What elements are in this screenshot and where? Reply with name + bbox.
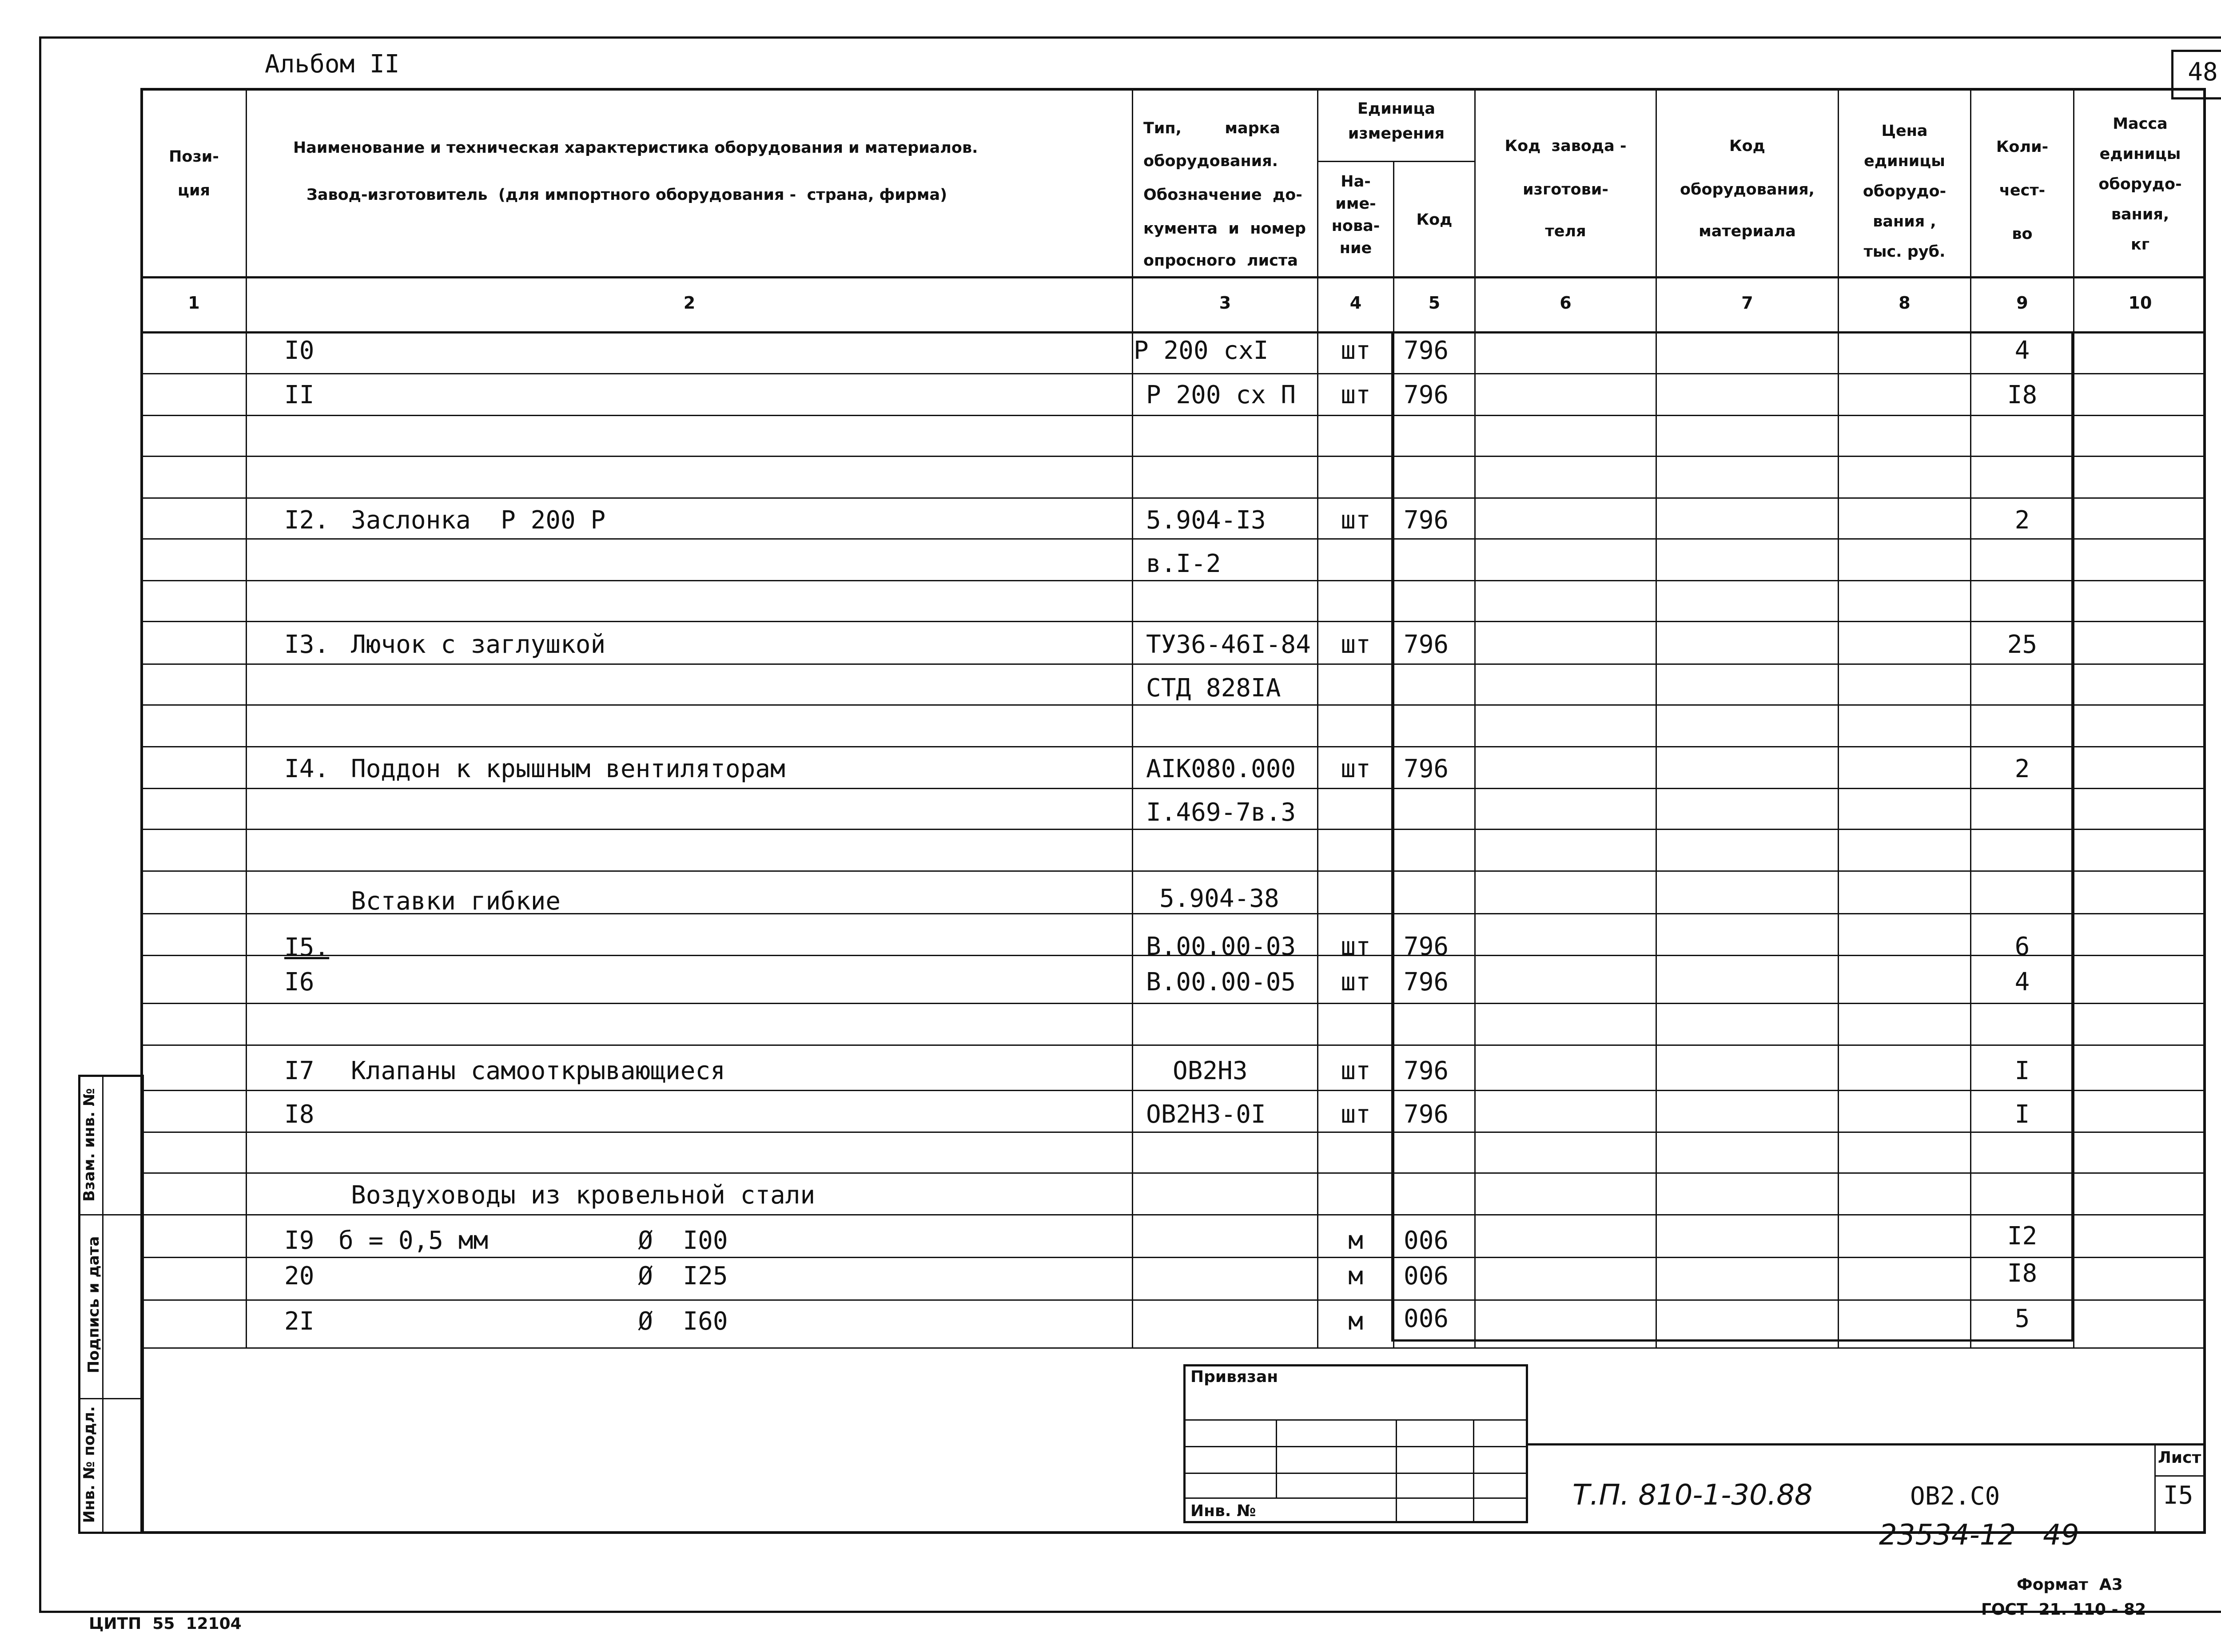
colnum-2: 2 bbox=[683, 293, 696, 313]
citp-label: ЦИТП 55 12104 bbox=[89, 1615, 242, 1633]
side-label-inv: Инв. № подл. bbox=[80, 1406, 98, 1523]
row-qty: 4 bbox=[2014, 336, 2030, 365]
row-type: ОВ2Н3 bbox=[1173, 1056, 1248, 1085]
row-line bbox=[140, 704, 2206, 706]
row-code: 796 bbox=[1404, 932, 1449, 961]
header-col10-b: единицы bbox=[2099, 145, 2181, 163]
row-line bbox=[140, 415, 2206, 416]
page-number: 48 bbox=[2188, 58, 2218, 87]
header-unit-b: измерения bbox=[1348, 125, 1445, 143]
row-unit: шт bbox=[1341, 968, 1371, 997]
header-col8-d: вания , bbox=[1873, 213, 1936, 230]
row-name: Заслонка Р 200 Р bbox=[351, 506, 606, 535]
row-name: Ø I25 bbox=[338, 1262, 728, 1291]
row-qty: 25 bbox=[2007, 630, 2038, 659]
row-line bbox=[140, 1257, 2206, 1258]
sheet-box-line bbox=[2154, 1475, 2206, 1477]
bold-col-line-5 bbox=[1391, 331, 1394, 1341]
colnum-8: 8 bbox=[1899, 293, 1911, 313]
row-qty: 4 bbox=[2014, 968, 2030, 997]
row-name: Вставки гибкие bbox=[351, 887, 561, 916]
colnum-3: 3 bbox=[1219, 293, 1231, 313]
row-unit: шт bbox=[1341, 932, 1371, 961]
unit-group-line bbox=[1317, 161, 1474, 162]
header-col9-a: Коли- bbox=[1996, 138, 2049, 156]
header-col3-d: кумента и номер bbox=[1143, 220, 1306, 238]
row-qty: 6 bbox=[2014, 932, 2030, 961]
header-col4-d: ние bbox=[1339, 239, 1372, 257]
header-col7-a: Код bbox=[1729, 137, 1765, 155]
header-col2-b: Завод-изготовитель (для импортного оборудования - страна, фирма) bbox=[306, 186, 947, 204]
header-col9-b: чест- bbox=[1999, 182, 2046, 199]
row-type: 5.904-38 bbox=[1159, 884, 1279, 913]
row-code: 796 bbox=[1404, 1100, 1449, 1129]
header-col1-b: ция bbox=[178, 182, 210, 199]
row-line bbox=[140, 1044, 2206, 1046]
colnum-1: 1 bbox=[188, 293, 200, 313]
header-col1-a: Пози- bbox=[169, 148, 219, 166]
row-line bbox=[140, 1090, 2206, 1091]
header-col4-b: име- bbox=[1335, 195, 1376, 213]
header-col3-c: Обозначение до- bbox=[1143, 186, 1302, 204]
row-unit: шт bbox=[1341, 336, 1371, 365]
row-qty: I8 bbox=[2007, 1259, 2038, 1288]
row-qty: 2 bbox=[2014, 506, 2030, 535]
row-line bbox=[140, 456, 2206, 457]
row-code: 796 bbox=[1404, 506, 1449, 535]
title-block-top bbox=[1528, 1443, 2206, 1446]
row-pos: I6 bbox=[284, 968, 314, 997]
row-unit: шт bbox=[1341, 1056, 1371, 1085]
row-type: 5.904-I3 bbox=[1146, 506, 1266, 535]
row-code: 796 bbox=[1404, 755, 1449, 783]
header-col3-e: опросного листа bbox=[1143, 252, 1298, 270]
header-col2-a: Наименование и техническая характеристика оборудования и материалов. bbox=[293, 139, 978, 157]
privyazan-line bbox=[1183, 1473, 1528, 1474]
header-col6-a: Код завода - bbox=[1505, 137, 1627, 155]
row-type: в.I-2 bbox=[1146, 549, 1221, 578]
row-type: Р 200 сх П bbox=[1146, 381, 1296, 409]
row-pos: I8 bbox=[284, 1100, 314, 1129]
row-line bbox=[140, 1214, 2206, 1215]
row-type: В.00.00-05 bbox=[1146, 968, 1296, 997]
header-col3-b: оборудования. bbox=[1143, 152, 1278, 170]
inv-no-label: Инв. № bbox=[1190, 1502, 1256, 1520]
row-code: 006 bbox=[1404, 1262, 1449, 1291]
row-code: 796 bbox=[1404, 1056, 1449, 1085]
row-unit: шт bbox=[1341, 755, 1371, 783]
privyazan-line bbox=[1183, 1419, 1528, 1421]
project-number: Т.П. 810-1-30.88 bbox=[1572, 1479, 1813, 1512]
row-line bbox=[140, 788, 2206, 789]
header-col4-a: На- bbox=[1341, 173, 1371, 191]
privyazan-line bbox=[1183, 1446, 1528, 1447]
bold-col-line-9 bbox=[2071, 331, 2074, 1341]
colnum-bottom-line bbox=[140, 331, 2206, 334]
row-code: 006 bbox=[1404, 1304, 1449, 1333]
row-unit: шт bbox=[1341, 506, 1371, 535]
data-bottom-line bbox=[1391, 1339, 2074, 1342]
privyazan-vline bbox=[1276, 1419, 1277, 1497]
row-pos: I9 bbox=[284, 1226, 314, 1255]
row-pos: I2. bbox=[284, 506, 330, 535]
header-col10-a: Масса bbox=[2113, 115, 2168, 133]
table-bottom-line bbox=[140, 1347, 2206, 1349]
row-pos: II bbox=[284, 381, 314, 409]
row-name: Воздуховоды из кровельной стали bbox=[351, 1181, 816, 1210]
sheet-box-line bbox=[2154, 1443, 2156, 1534]
header-col7-c: материала bbox=[1699, 222, 1796, 240]
row-name: Поддон к крышным вентиляторам bbox=[351, 755, 785, 783]
row-line bbox=[140, 580, 2206, 581]
row-type: ОВ2Н3-0I bbox=[1146, 1100, 1266, 1129]
row-code: 796 bbox=[1404, 630, 1449, 659]
col-line-8 bbox=[1970, 88, 1971, 1347]
col-line-7 bbox=[1838, 88, 1839, 1347]
row-line bbox=[140, 538, 2206, 540]
row-unit: шт bbox=[1341, 630, 1371, 659]
row-pos: I4. bbox=[284, 755, 330, 783]
row-qty: I8 bbox=[2007, 381, 2038, 409]
privyazan-block bbox=[1183, 1364, 1528, 1523]
format-label: Формат А3 bbox=[2017, 1576, 2123, 1594]
row-unit: м bbox=[1348, 1226, 1363, 1255]
row-type: I.469-7в.3 bbox=[1146, 798, 1296, 827]
row-pos: I5. bbox=[284, 933, 330, 962]
header-col6-b: изготови- bbox=[1523, 181, 1608, 199]
row-line bbox=[140, 621, 2206, 622]
colnum-4: 4 bbox=[1349, 293, 1362, 313]
row-line bbox=[140, 373, 2206, 374]
row-line bbox=[140, 663, 2206, 665]
row-unit: шт bbox=[1341, 1100, 1371, 1129]
row-line bbox=[140, 870, 2206, 872]
row-pos: 20 bbox=[284, 1262, 314, 1291]
header-col8-a: Цена bbox=[1881, 122, 1928, 140]
row-code: 796 bbox=[1404, 381, 1449, 409]
col-line-1 bbox=[246, 88, 247, 1347]
row-unit: м bbox=[1348, 1307, 1363, 1336]
row-line bbox=[140, 1299, 2206, 1301]
header-col7-b: оборудования, bbox=[1680, 181, 1815, 199]
header-col8-b: единицы bbox=[1864, 152, 1945, 170]
row-pos: 2I bbox=[284, 1307, 314, 1336]
side-label-vzam: Взам. инв. № bbox=[80, 1088, 98, 1202]
header-col10-e: кг bbox=[2130, 236, 2150, 254]
row-line bbox=[140, 1132, 2206, 1133]
row-type: АIК080.000 bbox=[1146, 755, 1296, 783]
privyazan-vline bbox=[1473, 1419, 1474, 1523]
row-qty: I2 bbox=[2007, 1222, 2038, 1251]
row-unit: шт bbox=[1341, 381, 1371, 409]
row-code: 796 bbox=[1404, 968, 1449, 997]
header-col10-c: оборудо- bbox=[2098, 175, 2182, 193]
row-name: Клапаны самооткрывающиеся bbox=[351, 1056, 725, 1085]
header-col5: Код bbox=[1416, 211, 1453, 229]
row-type: ТУ36-46I-84 bbox=[1146, 630, 1311, 659]
row-type: СТД 828IА bbox=[1146, 674, 1281, 703]
row-unit: м bbox=[1348, 1262, 1363, 1291]
gost-label: ГОСТ 21. 110 - 82 bbox=[1981, 1600, 2146, 1619]
row-code: 796 bbox=[1404, 336, 1449, 365]
row-line bbox=[140, 1003, 2206, 1004]
colnum-9: 9 bbox=[2016, 293, 2028, 313]
row-name: Лючок с заглушкой bbox=[351, 630, 606, 659]
row-line bbox=[140, 829, 2206, 830]
privyazan-line bbox=[1183, 1497, 1528, 1499]
album-title: Альбом II bbox=[265, 50, 400, 79]
row-qty: I bbox=[2014, 1056, 2030, 1085]
side-label-podpis: Подпись и дата bbox=[85, 1236, 103, 1374]
row-line bbox=[140, 1172, 2206, 1174]
sheet-value: I5 bbox=[2163, 1481, 2193, 1510]
row-name: Ø I60 bbox=[338, 1307, 728, 1336]
header-col3-a: Тип, марка bbox=[1143, 119, 1281, 137]
header-col8-e: тыс. руб. bbox=[1863, 243, 1946, 261]
col-line-3 bbox=[1317, 88, 1318, 1347]
row-code: 006 bbox=[1404, 1226, 1449, 1255]
row-pos: I3. bbox=[284, 630, 330, 659]
handwritten-number: 23534-12 49 bbox=[1879, 1519, 2079, 1552]
colnum-6: 6 bbox=[1560, 293, 1572, 313]
row-line bbox=[140, 497, 2206, 499]
col-line-5 bbox=[1474, 88, 1476, 1347]
colnum-5: 5 bbox=[1428, 293, 1441, 313]
header-col10-d: вания, bbox=[2111, 206, 2169, 223]
privyazan-label: Привязан bbox=[1190, 1368, 1278, 1386]
row-pos: I0 bbox=[284, 336, 314, 365]
doc-code: ОВ2.С0 bbox=[1910, 1482, 2000, 1511]
row-qty: I bbox=[2014, 1100, 2030, 1129]
header-bottom-line bbox=[140, 276, 2206, 278]
colnum-10: 10 bbox=[2128, 293, 2152, 313]
header-col8-c: оборудо- bbox=[1863, 183, 1946, 200]
row-name: б = 0,5 мм Ø I00 bbox=[338, 1226, 728, 1255]
row-pos: I7 bbox=[284, 1056, 314, 1085]
row-type: Р 200 схI bbox=[1134, 336, 1269, 365]
colnum-7: 7 bbox=[1741, 293, 1753, 313]
header-col4-c: нова- bbox=[1331, 217, 1380, 235]
header-col6-c: теля bbox=[1545, 222, 1586, 240]
side-stamp-line bbox=[78, 1214, 144, 1215]
row-qty: 2 bbox=[2014, 755, 2030, 783]
privyazan-vline bbox=[1396, 1419, 1397, 1523]
header-col9-c: во bbox=[2012, 225, 2033, 243]
header-unit-a: Единица bbox=[1357, 100, 1435, 118]
row-line bbox=[140, 746, 2206, 747]
row-type: В.00.00-03 bbox=[1146, 932, 1296, 961]
sheet-label: Лист bbox=[2158, 1449, 2201, 1467]
col-line-6 bbox=[1656, 88, 1657, 1347]
row-qty: 5 bbox=[2014, 1304, 2030, 1333]
col-line-2 bbox=[1132, 88, 1133, 1347]
